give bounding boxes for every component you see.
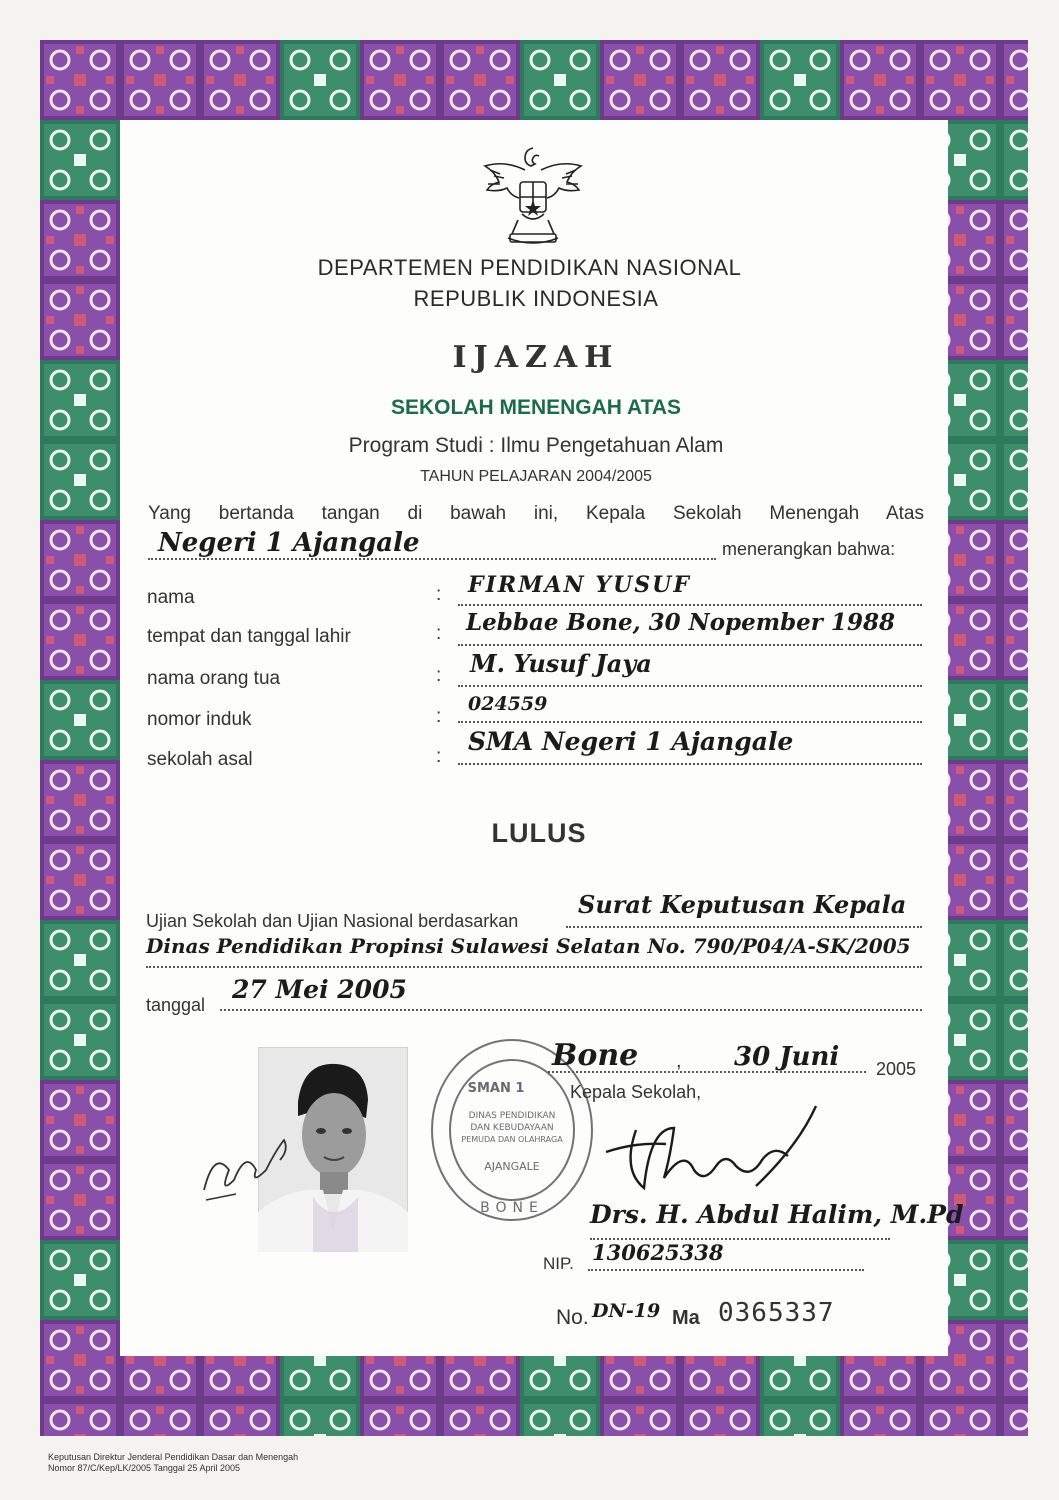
school-level: SEKOLAH MENENGAH ATAS <box>390 396 682 419</box>
stamp-text: AJANGALE <box>484 1160 540 1173</box>
basis-dotted-line <box>566 926 922 928</box>
field-dotted-line <box>458 685 922 687</box>
signatory-name-handwritten: Drs. H. Abdul Halim, M.Pd <box>590 1200 964 1229</box>
photo-signature-mark <box>196 1120 306 1210</box>
result-status: LULUS <box>491 818 587 848</box>
stamp-text: DINAS PENDIDIKAN <box>468 1111 556 1121</box>
signature-date-handwritten: 30 Juni <box>734 1042 840 1072</box>
basis-date-label: tanggal <box>146 995 206 1015</box>
basis-dotted-line <box>220 1009 922 1011</box>
nip-label: NIP. <box>543 1254 574 1273</box>
field-colon: : <box>436 623 442 644</box>
field-dotted-line <box>458 644 922 646</box>
field-label-student-number: nomor induk <box>147 709 252 730</box>
serial-number: 0365337 <box>718 1298 835 1328</box>
field-dotted-line <box>458 763 922 765</box>
field-label-birth: tempat dan tanggal lahir <box>147 626 351 647</box>
basis-dotted-line <box>146 966 922 968</box>
stamp-text: PEMUDA DAN OLAHRAGA <box>461 1135 563 1144</box>
basis-decree-line1: Surat Keputusan Kepala <box>578 890 907 919</box>
field-value-name: FIRMAN YUSUF <box>468 572 691 598</box>
stamp-text: SMAN 1 <box>467 1081 525 1096</box>
document-title: IJAZAH <box>452 340 620 375</box>
serial-no-label: No. <box>556 1306 589 1329</box>
principal-signature-mark <box>596 1100 836 1200</box>
nip-handwritten: 130625338 <box>592 1240 724 1265</box>
field-colon: : <box>436 584 442 605</box>
basis-decree-line2: Dinas Pendidikan Propinsi Sulawesi Selatan No. 790/P04/A-SK/2005 <box>146 934 911 958</box>
field-colon: : <box>436 746 442 767</box>
intro-suffix: menerangkan bahwa: <box>722 539 896 559</box>
signature-place-handwritten: Bone <box>552 1038 639 1073</box>
intro-statement: Yang bertanda tangan di bawah ini, Kepala Sekolah Menengah Atas <box>148 503 924 524</box>
signature-year: 2005 <box>876 1059 917 1079</box>
field-label-name: nama <box>147 587 195 608</box>
field-label-parent: nama orang tua <box>147 668 281 689</box>
nip-dotted-line <box>588 1269 864 1271</box>
stamp-text: BONE <box>480 1200 544 1216</box>
field-dotted-line <box>458 721 922 723</box>
ministry-name: DEPARTEMEN PENDIDIKAN NASIONAL <box>317 255 742 280</box>
field-value-parent: M. Yusuf Jaya <box>470 649 652 678</box>
basis-prefix: Ujian Sekolah dan Ujian Nasional berdasarkan <box>146 911 519 931</box>
serial-prefix-handwritten: DN-19 <box>592 1300 661 1322</box>
school-year: TAHUN PELAJARAN 2004/2005 <box>420 468 652 485</box>
signatory-role: Kepala Sekolah, <box>570 1082 702 1102</box>
study-program: Program Studi : Ilmu Pengetahuan Alam <box>348 434 724 457</box>
field-value-origin-school: SMA Negeri 1 Ajangale <box>468 727 794 756</box>
field-dotted-line <box>458 604 922 606</box>
intro-dotted-line <box>148 558 716 560</box>
field-colon: : <box>436 706 442 727</box>
legal-footer <box>48 1452 298 1474</box>
field-label-origin-school: sekolah asal <box>147 749 253 770</box>
field-colon: : <box>436 665 442 686</box>
school-name-handwritten: Negeri 1 Ajangale <box>158 528 420 558</box>
footer-line: Keputusan Direktur Jenderal Pendidikan Dasar dan Menengah <box>48 1452 299 1462</box>
footer-line: Nomor 87/C/Kep/LK/2005 Tanggal 25 April 2005 <box>48 1463 240 1473</box>
country-name: REPUBLIK INDONESIA <box>413 286 659 311</box>
serial-ma-label: Ma <box>672 1307 700 1329</box>
stamp-text: DAN KEBUDAYAAN <box>470 1123 554 1133</box>
field-value-birth: Lebbae Bone, 30 Nopember 1988 <box>466 609 895 636</box>
garuda-emblem-icon <box>478 140 588 252</box>
basis-date-handwritten: 27 Mei 2005 <box>232 975 407 1004</box>
field-value-student-number: 024559 <box>468 693 548 715</box>
signature-date-comma: , <box>676 1050 682 1072</box>
